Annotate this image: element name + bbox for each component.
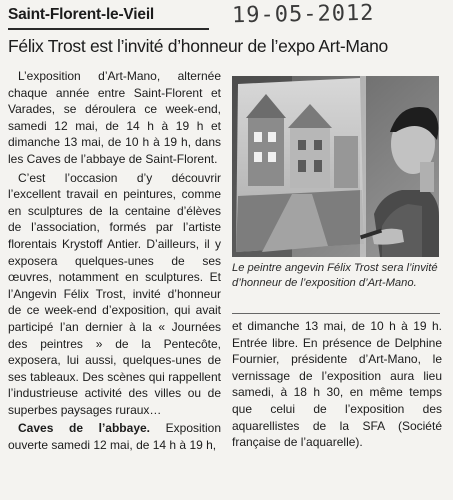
article-right-column [232, 318, 442, 451]
heading-underline [8, 28, 209, 30]
article-paragraph-2: C’est l’occasion d’y découvrir l’excellent travail en peintures, comme en sculptures de la centaine d’élèves de l’association, formés par l’artiste florentais Krystoff Antier. D’ailleurs, il y exposera quelques-unes de ses œuvres, notamment en sculptures. Et l’Angevin Félix Trost, invité d’honneur de ce week-end d’exposition, qui avait participé l’an dernier à la « Journées des peintres » de la Pentecôte, exposera, lui aussi, quelques-unes de ses tableaux. Des scènes qui rappellent l’industrieuse activité des villes ou de superbes paysages ruraux… [8, 170, 221, 417]
handwritten-date: 19-05-2012 [231, 0, 375, 29]
paragraph-text: Exposition ouverte samedi 12 mai, de 14 h à 19 h, [8, 421, 222, 453]
painter-photo-image [232, 76, 439, 257]
article-left-column [8, 68, 221, 454]
town-heading: Saint-Florent-le-Vieil [8, 6, 155, 23]
article-paragraph-1: L’exposition d’Art-Mano, alternée chaque année entre Saint-Florent et Varades, se déroulera ce week-end, samedi 12 mai, de 14 h à 19 h et dimanche 13 mai, de 10 h à 19 h, dans les Caves de l’abbaye de Saint-Florent. [8, 69, 221, 166]
article-paragraph-3 [8, 420, 221, 453]
article-photo [232, 76, 439, 257]
caption-divider [232, 313, 440, 314]
paragraph-lead-in: Caves de l’abbaye. [18, 421, 150, 436]
article-headline: Félix Trost est l’invité d’honneur de l’expo Art-Mano [8, 36, 388, 56]
photo-caption: Le peintre angevin Félix Trost sera l’invité d’honneur de l’exposition d’Art-Mano. [232, 262, 438, 289]
article-paragraph-continued: et dimanche 13 mai, de 10 h à 19 h. Entrée libre. En présence de Delphine Fournier, présidente d’Art-Mano, le vernissage de l’exposition aura lieu samedi, à 18 h 30, en même temps que celui de l’exposition des aquarellistes de la SFA (Société française de l’aquarelle). [232, 319, 442, 450]
